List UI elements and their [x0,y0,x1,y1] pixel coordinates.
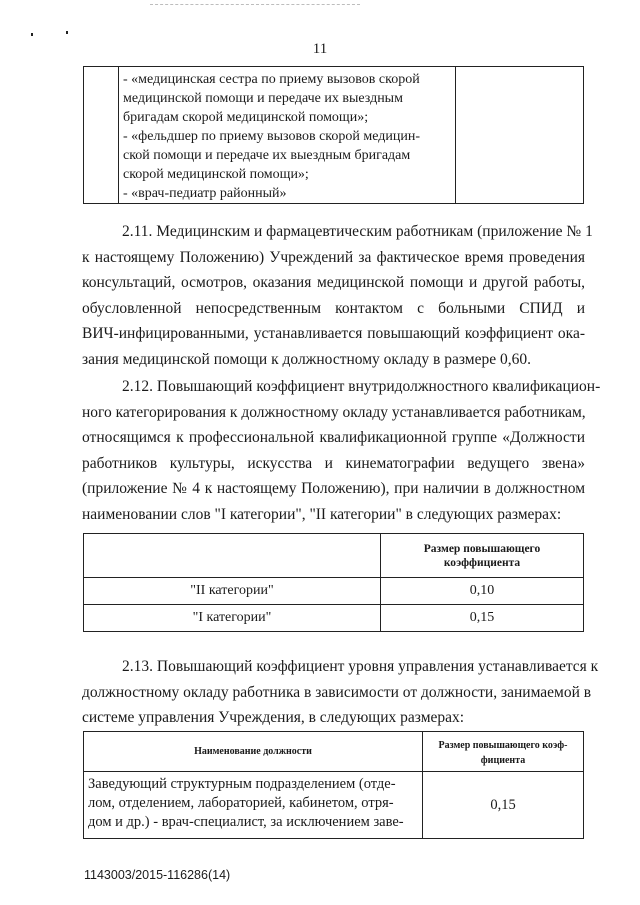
scan-speck [31,33,33,36]
table-row [84,578,584,605]
text-line: обусловленной непосредственным контактом с больными СПИД и [82,299,585,317]
table-header-empty [84,534,381,578]
table-header-coefficient [381,534,584,578]
table-header-position: Наименование должности [84,732,423,772]
category-value: 0,15 [381,605,584,632]
position-value: 0,15 [423,772,584,839]
text-line: скорой медицинской помощи»; [123,167,309,182]
text-line: должностному окладу работника в зависимости от должности, занимаемой в [82,683,592,701]
text-line: лом, отделением, лабораторией, кабинетом, отря- [88,795,394,811]
table-cell-empty [84,67,119,204]
paragraph-2-12 [82,374,601,527]
paragraph-2-11 [82,219,593,372]
paragraph-2-13 [82,654,599,731]
category-value: 0,10 [381,578,584,605]
text-line: работников культуры, искусства и кинематографии ведущего звена» [82,454,585,472]
text-line: ного категорирования к должностному окладу устанавливается работникам, [82,403,586,421]
text-line: медицинской помощи и передаче их выездным [123,91,403,106]
category-name: "I категории" [84,605,381,632]
header-line: коэффициента [443,556,521,569]
text-line: бригадам скорой медицинской помощи»; [123,110,369,125]
table-cell-empty [456,67,584,204]
text-line: дом и др.) - врач-специалист, за исключением заве- [88,814,404,830]
header-line: Размер повышающего коэф- [438,739,568,751]
text-line: ской помощи и передаче их выездным бригадам [123,148,411,163]
scan-speck [66,31,68,34]
text-line: - «фельдшер по приему вызовов скорой медицин- [123,129,421,144]
text-line: Заведующий структурным подразделением (отде- [88,776,396,792]
text-line: 2.12. Повышающий коэффициент внутридолжностного квалификацион- [122,378,601,395]
text-line: системе управления Учреждения, в следующих размерах: [82,709,465,726]
text-line: зания медицинской помощи к должностному окладу в размере 0,60. [82,350,531,368]
page-number: 11 [312,41,328,57]
table-row [84,605,584,632]
text-line: консультаций, осмотров, оказания медицинской помощи и другой работы, [82,274,585,291]
text-line: к настоящему Положению) Учреждений за фактическое время проведения [82,248,585,266]
header-line: фициента [480,754,526,766]
text-line: 2.11. Медицинским и фармацевтическим работникам (приложение № 1 [122,223,593,240]
header-line: Размер повышающего [423,542,541,555]
category-name: "II категории" [84,578,381,605]
document-footer-id: 1143003/2015-116286(14) [84,868,231,882]
text-line: относящимся к профессиональной квалификационной группе «Должности [82,429,585,446]
category-coefficient-table [83,533,584,632]
scan-edge [150,4,360,5]
table-header-coefficient [423,732,584,772]
position-coefficient-table [83,731,584,839]
text-line: ВИЧ-инфицированными, устанавливается повышающий коэффициент ока- [82,325,585,342]
table-cell-positions [119,67,456,204]
continuation-table [83,66,584,204]
text-line: (приложение № 4 к настоящему Положению), при наличии в должностном [82,480,585,497]
table-row [84,772,584,839]
text-line: наименовании слов "I категории", "II категории" в следующих размерах: [82,505,562,523]
text-line: - «медицинская сестра по приему вызовов скорой [123,72,420,87]
position-name [84,772,423,839]
text-line: 2.13. Повышающий коэффициент уровня управления устанавливается к [122,658,599,675]
text-line: - «врач-педиатр районный» [123,186,287,201]
